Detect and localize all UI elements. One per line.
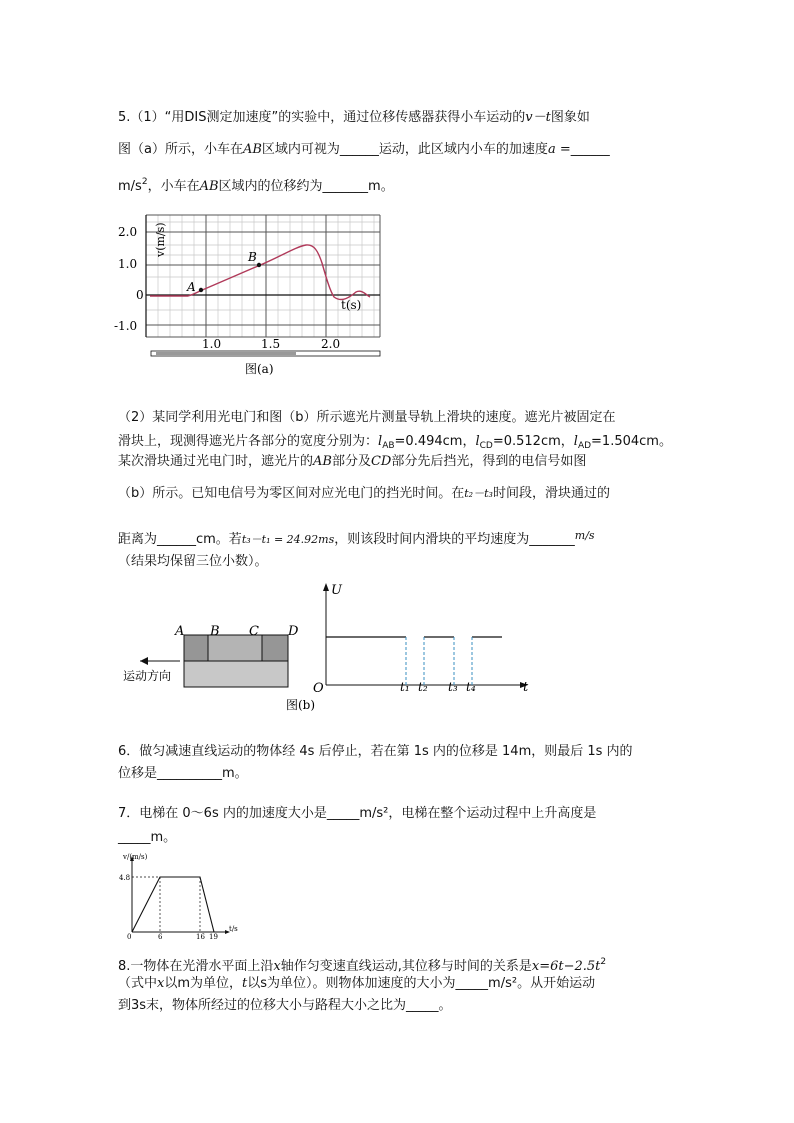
q5-line-2: [118, 140, 610, 160]
q8-x-symbol: x: [273, 959, 281, 974]
q5-part2-line-1: [118, 408, 616, 428]
q8-line1-pre: 8.一物体在光滑水平面上沿: [118, 959, 274, 974]
p2-cd-symbol: CD: [370, 454, 392, 469]
t3-t1-equation: t₃－t₁ = 24.92ms: [241, 533, 335, 546]
t1-label: t₁: [400, 680, 410, 694]
t4-label: t₄: [466, 680, 476, 694]
q7-text-1: 7．电梯在 0～6s 内的加速度大小是_____m/s²，电梯在整个运动过程中上升高度是: [118, 806, 597, 821]
q7-vt-graph: [118, 850, 243, 940]
q8-equation: x=6t−2.5t: [531, 959, 601, 974]
q5-p2-line3-pre: 某次滑块通过光电门时，遮光片的: [118, 454, 314, 469]
q5-line2-mid: 区域内可视为______运动，此区域内小车的加速度: [261, 142, 548, 157]
l-cd-sub: CD: [479, 441, 493, 451]
figure-b-caption: 图(b): [286, 698, 316, 712]
ms-unit: m/s: [574, 529, 595, 542]
vt-symbol: v－t: [525, 110, 551, 125]
u-axis-arrow-icon: [323, 583, 329, 591]
q8-line2-post: 以s为单位）。则物体加速度的大小为_____m/s²。从开始运动: [247, 976, 596, 991]
p2-ab-symbol: AB: [313, 454, 332, 469]
q7-velocity-line: [132, 877, 214, 932]
q7-x-tick-0: 0: [127, 933, 132, 941]
q5-p2-line4-pre: （b）所示。已知电信号为零区间对应光电门的挡光时间。在: [118, 486, 465, 501]
q6-line-1: [118, 742, 633, 762]
point-b-marker: [257, 263, 261, 267]
q5-p2-line3-post: 部分先后挡光，得到的电信号如图: [391, 454, 587, 469]
q5-part2-line-6: [118, 552, 268, 572]
q5-line3-post: ，小车在: [147, 179, 200, 194]
q8-equation-sup: 2: [600, 957, 607, 967]
q5-part2-line-4: [118, 484, 610, 504]
q5-p2-line3-mid: 部分及: [331, 454, 371, 469]
q7-line-1: [118, 804, 596, 824]
q8-text-3: 到3s末，物体所经过的位移大小与路程大小之比为_____。: [118, 998, 452, 1013]
velocity-curve: [150, 245, 370, 300]
q5-part2-line-5: [118, 526, 595, 550]
t2-label: t₂: [418, 680, 428, 694]
q8-line2-mid: 以m为单位，: [164, 976, 243, 991]
q5-blank: ______: [570, 142, 610, 157]
l-cd-value: =0.512cm，: [492, 434, 574, 449]
y-tick-0: 0: [136, 288, 144, 302]
q7-y-tick: 4.8: [119, 874, 131, 882]
ab-symbol-2: AB: [199, 179, 219, 194]
figure-a-caption: 图(a): [245, 362, 274, 376]
q5-p2-line2-pre: 滑块上，现测得遮光片各部分的宽度分别为：: [118, 434, 379, 449]
y-tick-neg1: -1.0: [114, 319, 138, 333]
ab-symbol: AB: [242, 142, 262, 157]
y-tick-1: 1.0: [118, 257, 138, 271]
q5-line-1: [118, 108, 590, 128]
label-c: C: [249, 624, 259, 639]
t-label: t: [523, 680, 529, 695]
label-a: A: [175, 624, 185, 639]
q5-line3-end: 区域内的位移约为_______m。: [218, 179, 394, 194]
l-ab-symbol: l: [378, 434, 383, 449]
y-axis-label: v(m/s): [154, 222, 167, 257]
x-tick-2: 2.0: [321, 337, 341, 351]
a-equals: a =: [547, 142, 571, 157]
q7-y-label: v/(m/s): [123, 853, 148, 861]
q8-line-2: [118, 974, 595, 994]
l-cd-symbol: l: [475, 434, 480, 449]
q7-text-2: _____m。: [118, 830, 177, 845]
q7-x-tick-6: 6: [158, 933, 163, 941]
q6-text-2: 位移是__________m。: [118, 766, 248, 781]
q8-t-symbol: t: [242, 976, 248, 991]
point-a-marker: [199, 288, 203, 292]
x-tick-1: 1.0: [202, 337, 222, 351]
q5-line2-pre: 图（a）所示，小车在: [118, 142, 243, 157]
q8-x-symbol-2: x: [157, 976, 165, 991]
l-ab-sub: AB: [382, 441, 395, 451]
signal-dashed-lines: [406, 637, 472, 685]
label-d: D: [288, 624, 299, 639]
q7-x-label: t/s: [229, 925, 238, 933]
q5-p2-line6: （结果均保留三位小数）。: [118, 554, 268, 569]
grid-minor: [146, 215, 380, 337]
scrollbar-thumb[interactable]: [156, 352, 296, 355]
grid-major: [146, 215, 380, 337]
x-axis-label: t(s): [341, 298, 362, 312]
q7-x-tick-19: 19: [209, 933, 218, 941]
l-ad-sub: AD: [577, 441, 592, 451]
q7-line-2: [118, 828, 176, 848]
slider-base: [184, 661, 288, 687]
q7-dashed-guides: [132, 877, 200, 932]
figure-a-vt-graph: [110, 205, 400, 380]
figure-b: [118, 580, 538, 715]
q5-p2-line1: （2）某同学利用光电门和图（b）所示遮光片测量导轨上滑块的速度。遮光片被固定在: [118, 410, 616, 425]
q8-line2-pre: （式中: [118, 976, 158, 991]
l-ad-symbol: l: [573, 434, 578, 449]
x-tick-1-5: 1.5: [261, 337, 281, 351]
q6-text-1: 6．做匀减速直线运动的物体经 4s 后停止，若在第 1s 内的位移是 14m，则最后 1s 内的: [118, 744, 633, 759]
q5-p2-line5-mid: ，则该段时间内滑块的平均速度为_______: [334, 532, 575, 547]
l-ab-value: =0.494cm，: [394, 434, 476, 449]
q5-line1-post: 图象如: [550, 110, 590, 125]
q5-unit-sup: 2: [141, 177, 148, 187]
q6-line-2: [118, 764, 248, 784]
q5-line-3: [118, 172, 394, 197]
q5-unit: m/s: [118, 179, 142, 194]
u-label: U: [331, 583, 342, 598]
shade-cd: [262, 635, 288, 661]
q8-line-3: [118, 996, 452, 1016]
point-a-label: A: [187, 280, 196, 294]
q5-part2-line-3: [118, 452, 586, 472]
shade-ab: [184, 635, 208, 661]
t2-t3-symbol: t₂－t₃: [464, 487, 493, 500]
q7-x-tick-16: 16: [196, 933, 205, 941]
q8-line1-mid: 轴作匀变速直线运动,其位移与时间的关系是: [280, 959, 532, 974]
direction-label: 运动方向: [123, 669, 172, 683]
direction-arrow-icon: [140, 657, 148, 665]
point-b-label: B: [248, 250, 257, 264]
label-b: B: [210, 624, 220, 639]
q5-p2-line4-post: 时间段，滑块通过的: [492, 486, 610, 501]
t3-label: t₃: [448, 680, 458, 694]
origin-label: O: [313, 681, 324, 696]
l-ad-value: =1.504cm。: [591, 434, 672, 449]
y-tick-2: 2.0: [118, 225, 138, 239]
q5-p2-line5-pre: 距离为______cm。若: [118, 532, 242, 547]
q5-line1-pre: 5.（1）“用DIS测定加速度”的实验中，通过位移传感器获得小车运动的: [118, 110, 526, 125]
